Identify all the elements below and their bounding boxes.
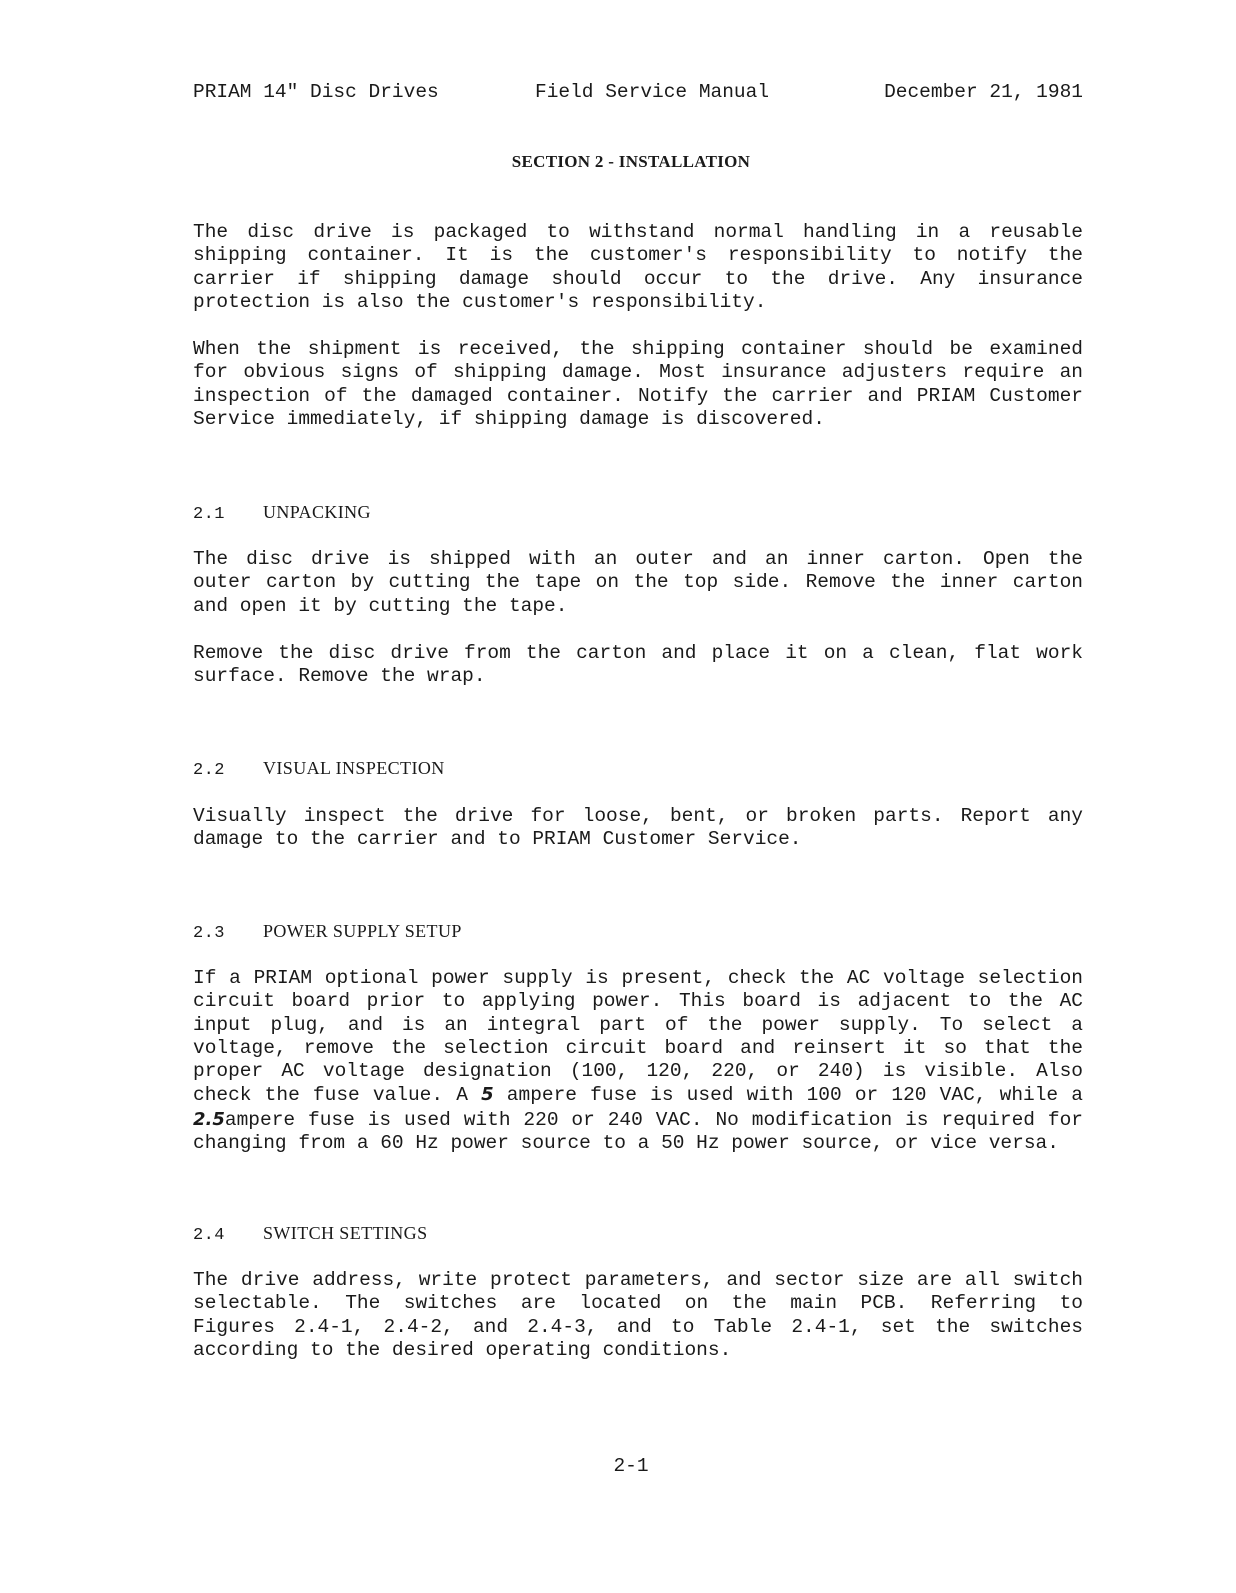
text-line: circuit board prior to applying power. This board is adjacent to the AC (193, 990, 1083, 1013)
text-line: Remove the disc drive from the carton and place it on a clean, flat work (193, 642, 1083, 664)
text-line: carrier if shipping damage should occur to the drive. Any insurance (193, 267, 1083, 290)
text-line: surface. Remove the wrap. (193, 665, 486, 688)
unpacking-paragraph-2 (193, 642, 1083, 689)
header-date: December 21, 1981 (884, 81, 1083, 103)
heading-number: 2.3 (193, 924, 225, 943)
handwritten-value: 5 (481, 1084, 494, 1106)
text-fragment: ampere fuse is used with 100 or 120 VAC, while a (493, 1084, 1083, 1107)
handwritten-value: 2.5 (193, 1108, 225, 1130)
text-line: selectable. The switches are located on the main PCB. Referring to (193, 1292, 1083, 1315)
text-line: shipping container. It is the customer's responsibility to notify the (193, 244, 1083, 267)
text-line: damage to the carrier and to PRIAM Customer Service. (193, 828, 802, 851)
text-line: When the shipment is received, the shipping container should be examined (193, 338, 1083, 360)
text-fragment: check the fuse value. A (193, 1084, 482, 1107)
inspection-paragraph (193, 805, 1083, 852)
text-line: input plug, and is an integral part of the power supply. To select a (193, 1013, 1083, 1036)
page-number: 2-1 (613, 1455, 649, 1477)
heading-2-2 (193, 758, 445, 780)
text-line: changing from a 60 Hz power source to a 50 Hz power source, or vice versa. (193, 1132, 1059, 1155)
text-line: inspection of the damaged container. Notify the carrier and PRIAM Customer (193, 384, 1083, 407)
heading-2-3 (193, 921, 462, 943)
text-line: proper AC voltage designation (100, 120, 220, or 240) is visible. Also (193, 1060, 1083, 1083)
page-header (193, 80, 1083, 200)
text-line: for obvious signs of shipping damage. Most insurance adjusters require an (193, 361, 1083, 384)
text-line: and open it by cutting the tape. (193, 594, 568, 617)
text-line: If a PRIAM optional power supply is present, check the AC voltage selection (193, 967, 1083, 989)
text-fragment: ampere fuse is used with 220 or 240 VAC. No modification is required for (224, 1108, 1083, 1131)
text-line: The drive address, write protect parameters, and sector size are all switch (193, 1269, 1083, 1291)
heading-title: UNPACKING (263, 502, 371, 522)
heading-title: SWITCH SETTINGS (263, 1223, 428, 1243)
header-product: PRIAM 14" Disc Drives (193, 81, 439, 103)
heading-number: 2.4 (193, 1226, 225, 1245)
intro-paragraph-1 (193, 221, 1083, 314)
text-line: Figures 2.4-1, 2.4-2, and 2.4-3, and to Table 2.4-1, set the switches (193, 1315, 1083, 1338)
text-line (193, 1083, 1083, 1107)
text-line: outer carton by cutting the tape on the top side. Remove the inner carton (193, 571, 1083, 594)
header-manual-title: Field Service Manual (535, 81, 770, 103)
power-supply-paragraph (193, 967, 1083, 1155)
heading-2-4 (193, 1223, 428, 1245)
text-line (193, 1108, 1083, 1132)
text-line: The disc drive is shipped with an outer and an inner carton. Open the (193, 548, 1083, 570)
unpacking-paragraph-1 (193, 548, 1083, 618)
text-line: Visually inspect the drive for loose, bent, or broken parts. Report any (193, 805, 1083, 827)
text-line: voltage, remove the selection circuit board and reinsert it so that the (193, 1036, 1083, 1059)
switch-settings-paragraph (193, 1269, 1083, 1362)
text-line: protection is also the customer's responsibility. (193, 290, 767, 313)
section-title: SECTION 2 - INSTALLATION (511, 152, 751, 171)
heading-title: POWER SUPPLY SETUP (263, 921, 462, 941)
text-line: Service immediately, if shipping damage is discovered. (193, 407, 825, 430)
heading-number: 2.1 (193, 505, 225, 524)
text-line: The disc drive is packaged to withstand normal handling in a reusable (193, 221, 1083, 243)
text-line: according to the desired operating conditions. (193, 1338, 732, 1361)
intro-paragraph-2 (193, 338, 1083, 431)
heading-2-1 (193, 502, 371, 524)
heading-number: 2.2 (193, 761, 225, 780)
heading-title: VISUAL INSPECTION (263, 758, 445, 778)
